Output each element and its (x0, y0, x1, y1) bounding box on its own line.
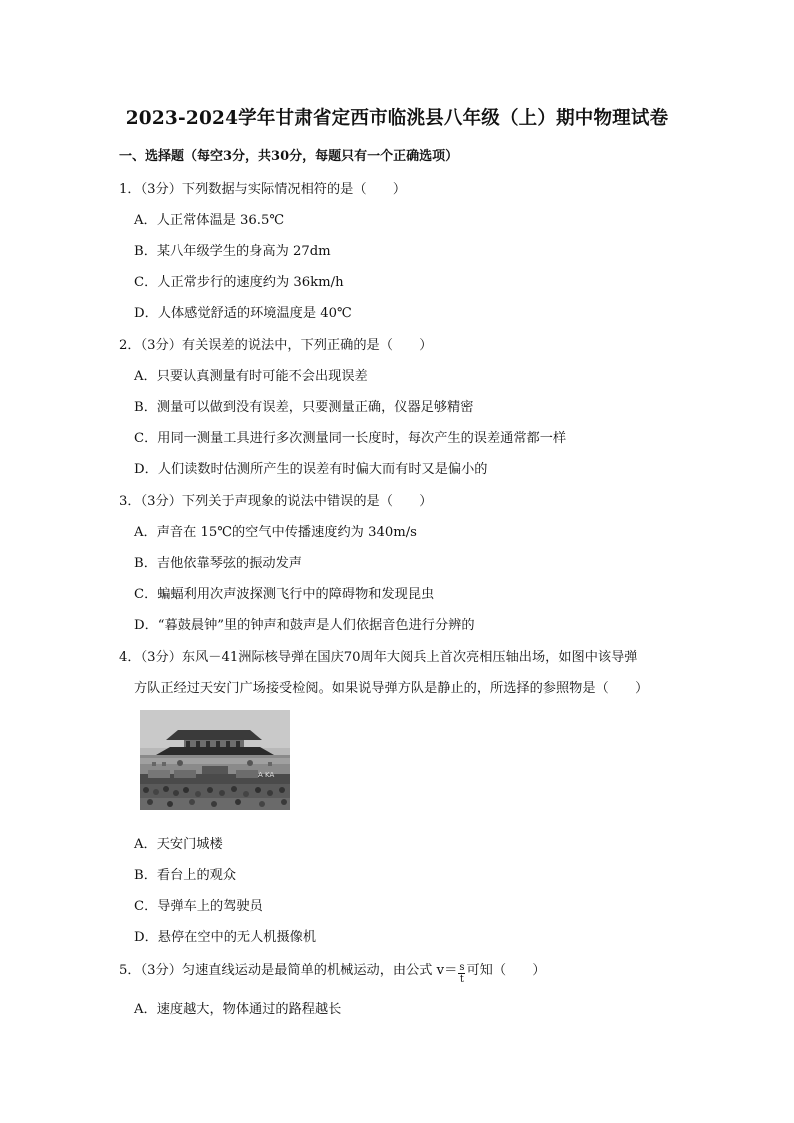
question-1-option-d: D．人体感觉舒适的环境温度是 40℃ (134, 306, 352, 321)
tiananmen-illustration (140, 710, 290, 810)
question-2-option-b: B．测量可以做到没有误差，只要测量正确，仪器足够精密 (134, 400, 474, 415)
question-3-option-a: A．声音在 15℃的空气中传播速度约为 340m/s (134, 525, 417, 540)
question-5-stem-prefix: 5．（3分）匀速直线运动是最简单的机械运动，由公式 v＝ (119, 963, 458, 978)
question-4-option-d: D．悬停在空中的无人机摄像机 (134, 930, 317, 945)
question-1-option-a: A．人正常体温是 36.5℃ (134, 213, 285, 228)
question-1-option-c: C．人正常步行的速度约为 36km/h (134, 275, 344, 290)
question-3-option-b: B．吉他依靠琴弦的振动发声 (134, 556, 302, 571)
question-4-stem-line-1: 4．（3分）东风－41洲际核导弹在国庆70周年大阅兵上首次亮相压轴出场，如图中该导弹 (119, 650, 638, 665)
question-2-stem: 2．（3分）有关误差的说法中，下列正确的是（ ） (119, 338, 433, 353)
fraction-denominator: t (459, 974, 464, 985)
question-3-option-c: C．蝙蝠利用次声波探测飞行中的障碍物和发现昆虫 (134, 587, 435, 602)
question-4-stem-line-2: 方队正经过天安门广场接受检阅。如果说导弹方队是静止的，所选择的参照物是（ ） (134, 681, 649, 696)
question-3-stem: 3．（3分）下列关于声现象的说法中错误的是（ ） (119, 494, 433, 509)
question-4-option-c: C．导弹车上的驾驶员 (134, 899, 263, 914)
velocity-formula-fraction (458, 962, 465, 985)
question-5-option-a: A．速度越大，物体通过的路程越长 (134, 1002, 342, 1017)
question-3-option-d: D．“暮鼓晨钟”里的钟声和鼓声是人们依据音色进行分辨的 (134, 618, 475, 633)
question-4-option-b: B．看台上的观众 (134, 868, 237, 883)
question-1-stem: 1．（3分）下列数据与实际情况相符的是（ ） (119, 182, 407, 197)
section-heading: 一、选择题（每空3分，共30分，每题只有一个正确选项） (119, 149, 459, 164)
fraction-numerator: s (459, 962, 465, 973)
question-5-stem (119, 959, 546, 985)
question-4-option-a: A．天安门城楼 (134, 837, 223, 852)
tiananmen-parade-photo (140, 710, 290, 810)
question-2-option-c: C．用同一测量工具进行多次测量同一长度时，每次产生的误差通常都一样 (134, 431, 567, 446)
page-title: 2023-2024学年甘肃省定西市临洮县八年级（上）期中物理试卷 (125, 108, 669, 129)
question-2-option-d: D．人们读数时估测所产生的误差有时偏大而有时又是偏小的 (134, 462, 488, 477)
photo-sign-text: A KA (258, 771, 275, 779)
question-1-option-b: B．某八年级学生的身高为 27dm (134, 244, 331, 259)
question-5-stem-suffix: 可知（ ） (466, 963, 546, 978)
question-2-option-a: A．只要认真测量有时可能不会出现误差 (134, 369, 368, 384)
